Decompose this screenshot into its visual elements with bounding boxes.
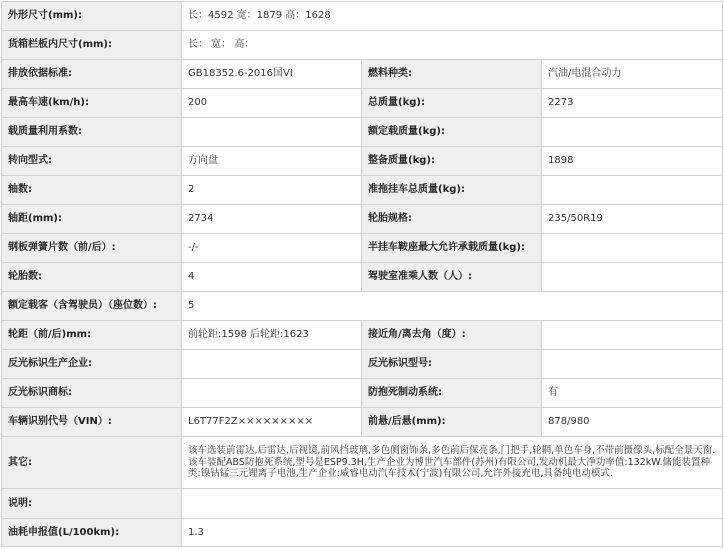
spec-label-notes: 说明: <box>2 489 182 519</box>
spec-label-fuel-consumption: 油耗申报值(L/100km): <box>2 519 182 547</box>
spec-label-reflector-maker: 反光标识生产企业: <box>2 350 182 379</box>
spec-value-wheelbase: 2734 <box>182 205 362 234</box>
spec-value-fuel-type: 汽油/电混合动力 <box>542 60 723 89</box>
spec-label-cargo-box: 货箱栏板内尺寸(mm): <box>2 31 182 60</box>
spec-value-gross-mass: 2273 <box>542 89 723 118</box>
spec-value-cargo-box: 长： 宽： 高： <box>182 31 723 60</box>
spec-value-steering: 方向盘 <box>182 147 362 176</box>
spec-label-saddle-load: 半挂车鞍座最大允许承载质量(kg): <box>362 234 542 263</box>
spec-value-notes <box>182 489 723 519</box>
spec-value-vin: L6T77F2Z××××××××× <box>182 408 362 437</box>
spec-value-emission: GB18352.6-2016国VI <box>182 60 362 89</box>
spec-value-cab-seats <box>542 263 723 292</box>
spec-label-wheelbase: 轴距(mm): <box>2 205 182 234</box>
spec-label-tire-count: 轮胎数: <box>2 263 182 292</box>
spec-value-rated-load <box>542 118 723 147</box>
spec-label-max-speed: 最高车速(km/h): <box>2 89 182 118</box>
spec-value-saddle-load <box>542 234 723 263</box>
spec-label-reflector-brand: 反光标识商标: <box>2 379 182 408</box>
spec-value-leaf-springs: -/- <box>182 234 362 263</box>
spec-label-steering: 转向型式: <box>2 147 182 176</box>
spec-label-vin: 车辆识别代号（VIN）: <box>2 408 182 437</box>
spec-label-fuel-type: 燃料种类: <box>362 60 542 89</box>
spec-label-curb-mass: 整备质量(kg): <box>362 147 542 176</box>
spec-value-fuel-consumption: 1.3 <box>182 519 723 547</box>
spec-value-max-speed: 200 <box>182 89 362 118</box>
spec-value-approach-angle <box>542 321 723 350</box>
spec-label-reflector-model: 反光标识型号: <box>362 350 542 379</box>
spec-label-rated-load: 额定载质量(kg): <box>362 118 542 147</box>
spec-value-axles: 2 <box>182 176 362 205</box>
spec-value-dimensions: 长：4592 宽：1879 高：1628 <box>182 2 723 31</box>
spec-label-abs: 防抱死制动系统: <box>362 379 542 408</box>
spec-value-tire-count: 4 <box>182 263 362 292</box>
spec-label-emission: 排放依据标准: <box>2 60 182 89</box>
spec-value-reflector-model <box>542 350 723 379</box>
spec-value-passengers: 5 <box>182 292 723 321</box>
spec-label-tire-spec: 轮胎规格: <box>362 205 542 234</box>
spec-label-leaf-springs: 钢板弹簧片数（前/后）: <box>2 234 182 263</box>
spec-label-other: 其它: <box>2 437 182 489</box>
spec-label-dimensions: 外形尺寸(mm): <box>2 2 182 31</box>
spec-label-cab-seats: 驾驶室准乘人数（人）: <box>362 263 542 292</box>
spec-label-gross-mass: 总质量(kg): <box>362 89 542 118</box>
spec-label-passengers: 额定载客（含驾驶员）（座位数）: <box>2 292 182 321</box>
spec-label-approach-angle: 接近角/离去角（度）: <box>362 321 542 350</box>
spec-label-track: 轮距（前/后)mm: <box>2 321 182 350</box>
spec-label-trailer-mass: 准拖挂车总质量(kg): <box>362 176 542 205</box>
spec-label-load-factor: 载质量利用系数: <box>2 118 182 147</box>
spec-value-curb-mass: 1898 <box>542 147 723 176</box>
spec-value-reflector-maker <box>182 350 362 379</box>
spec-value-trailer-mass <box>542 176 723 205</box>
spec-value-track: 前轮距:1598 后轮距:1623 <box>182 321 362 350</box>
spec-value-load-factor <box>182 118 362 147</box>
spec-value-tire-spec: 235/50R19 <box>542 205 723 234</box>
spec-value-abs: 有 <box>542 379 723 408</box>
vehicle-spec-table <box>1 1 723 547</box>
spec-label-axles: 轴数: <box>2 176 182 205</box>
spec-value-other: 该车选装前雷达,后雷达,后视镜,前风挡玻璃,多色侧窗饰条,多色前后保亮条,门把手,轮辋,单色车身,不带前摄像头,标配全景天窗.该车装配ABS防抱死系统,型号是ESP9.3H,生产企业为博世汽车部件(苏州)有限公司,发动机最大净功率值:132kW.储能装置种类:镍钴锰三元锂离子电池,生产企业:威睿电动汽车技术(宁波)有限公司,允许外接充电,具备纯电动模式. <box>182 437 723 489</box>
spec-value-overhang: 878/980 <box>542 408 723 437</box>
spec-value-reflector-brand <box>182 379 362 408</box>
spec-label-overhang: 前悬/后悬(mm): <box>362 408 542 437</box>
